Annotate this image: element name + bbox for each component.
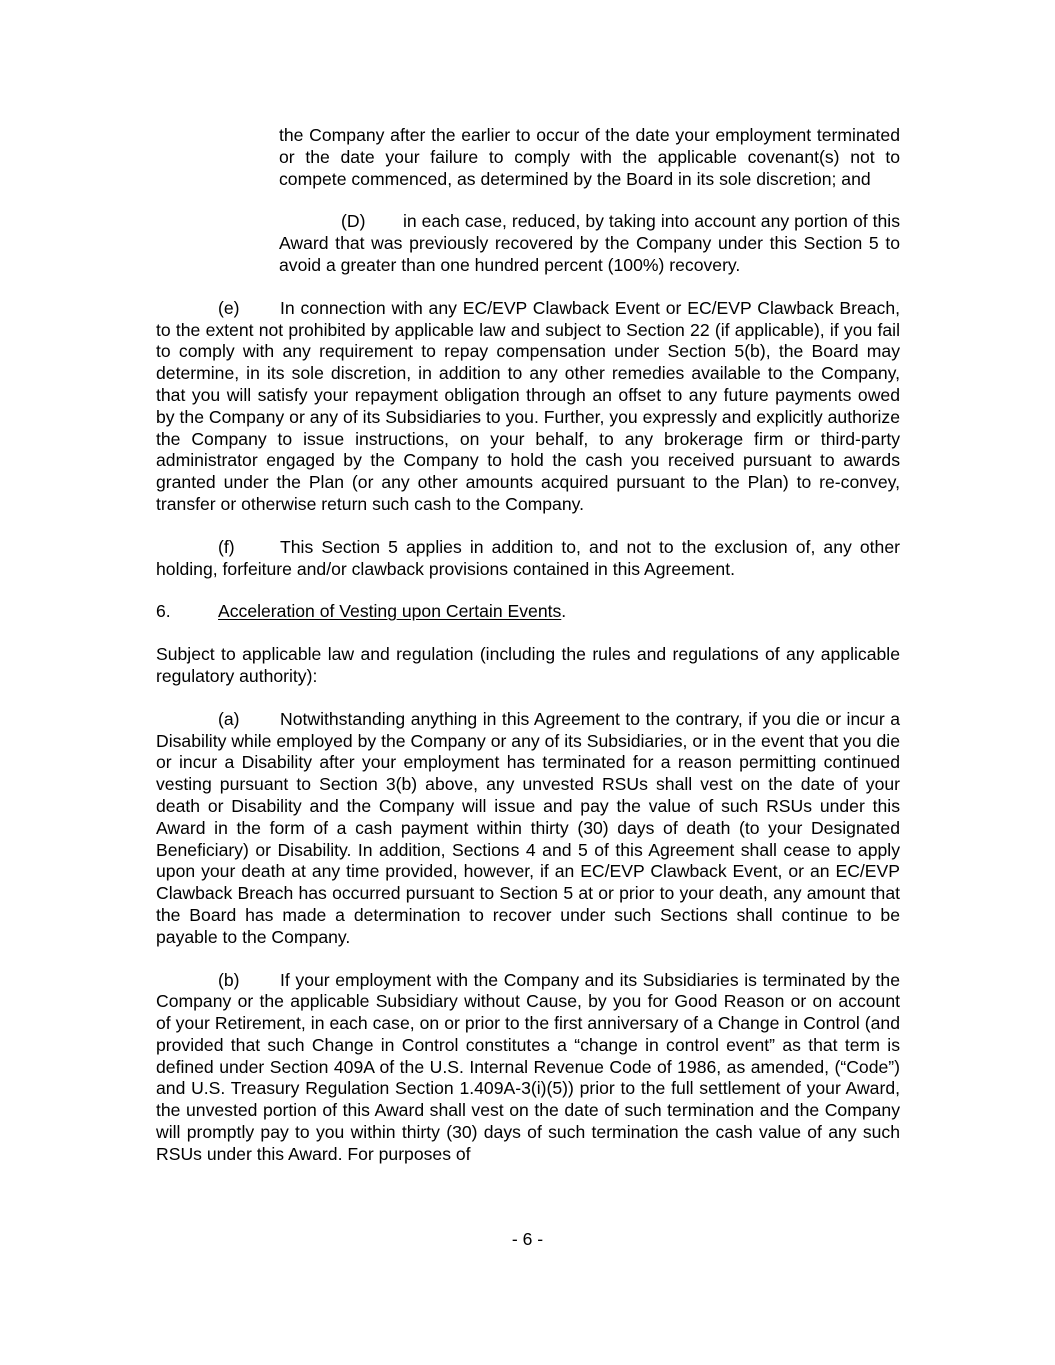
- item-6a-label: (a): [218, 708, 240, 729]
- section-6-heading: [156, 601, 900, 623]
- item-f-label: (f): [218, 536, 235, 557]
- paragraph-item-6a: [156, 709, 900, 949]
- paragraph-item-f: [156, 537, 900, 581]
- item-e-text: In connection with any EC/EVP Clawback Event or EC/EVP Clawback Breach, to the extent not prohibited by applicable law and subject to Section 22 (if applicable), if you fail to comply with any requirement to repay compensation under Section 5(b), the Board may determine, in its sole discretion, in addition to any other remedies available to the Company, that you will satisfy your repayment obligation through an offset to any future payments owed by the Company or any of its Subsidiaries to you. Further, you expressly and explicitly authorize the Company to issue instructions, on your behalf, to any brokerage firm or third-party administrator engaged by the Company to hold the cash you received pursuant to awards granted under the Plan (or any other amounts acquired pursuant to the Plan) to re-convey, transfer or otherwise return such cash to the Company.: [156, 297, 900, 514]
- item-6b-label: (b): [218, 969, 240, 990]
- item-f-text: This Section 5 applies in addition to, and not to the exclusion of, any other holding, forfeiture and/or clawback provisions contained in this Agreement.: [156, 536, 900, 579]
- item-d-text: in each case, reduced, by taking into account any portion of this Award that was previously recovered by the Company under this Section 5 to avoid a greater than one hundred percent (100%) recovery.: [279, 211, 900, 275]
- paragraph-c-continuation: the Company after the earlier to occur of the date your employment terminated or the date your failure to comply with the applicable covenant(s) not to compete commenced, as determined by the Board in its sole discretion; and: [279, 125, 900, 189]
- section-6-intro: Subject to applicable law and regulation (including the rules and regulations of any applicable regulatory authority):: [156, 644, 900, 686]
- item-d-label: (D): [341, 211, 366, 232]
- item-6a-text: Notwithstanding anything in this Agreement to the contrary, if you die or incur a Disability while employed by the Company or any of its Subsidiaries, or in the event that you die or incur a Disability after your employment has terminated for a reason permitting continued vesting pursuant to Section 3(b) above, any unvested RSUs shall vest on the date of your death or Disability and the Company will issue and pay the value of such RSUs under this Award in the form of a cash payment within thirty (30) days of death (to your Designated Beneficiary) or Disability. In addition, Sections 4 and 5 of this Agreement shall cease to apply upon your death at any time provided, however, if an EC/EVP Clawback Event, or an EC/EVP Clawback Breach has occurred pursuant to Section 5 at or prior to your death, any amount that the Board has made a determination to recover under such Sections shall continue to be payable to the Company.: [156, 708, 900, 947]
- paragraph-item-d: [156, 211, 900, 276]
- paragraph-item-6b: [156, 970, 900, 1166]
- item-6b-text: If your employment with the Company and its Subsidiaries is terminated by the Company or the applicable Subsidiary without Cause, by you for Good Reason or on account of your Retirement, in each case, on or prior to the first anniversary of a Change in Control (and provided that such Change in Control constitutes a “change in control event” as that term is defined under Section 409A of the U.S. Internal Revenue Code of 1986, as amended, (“Code”) and U.S. Treasury Regulation Section 1.409A-3(i)(5)) prior to the full settlement of your Award, the unvested portion of this Award shall vest on the date of such termination and the Company will promptly pay to you within thirty (30) days of such termination the cash value of any such RSUs under this Award. For purposes of: [156, 969, 900, 1164]
- section-6-title-suffix: .: [561, 601, 567, 622]
- page-number: - 6 -: [511, 1229, 544, 1249]
- paragraph-item-e: [156, 298, 900, 516]
- section-6-title: Acceleration of Vesting upon Certain Events: [218, 601, 562, 622]
- item-e-label: (e): [218, 297, 240, 318]
- document-page: [156, 125, 900, 1187]
- section-6-number: 6.: [156, 601, 171, 622]
